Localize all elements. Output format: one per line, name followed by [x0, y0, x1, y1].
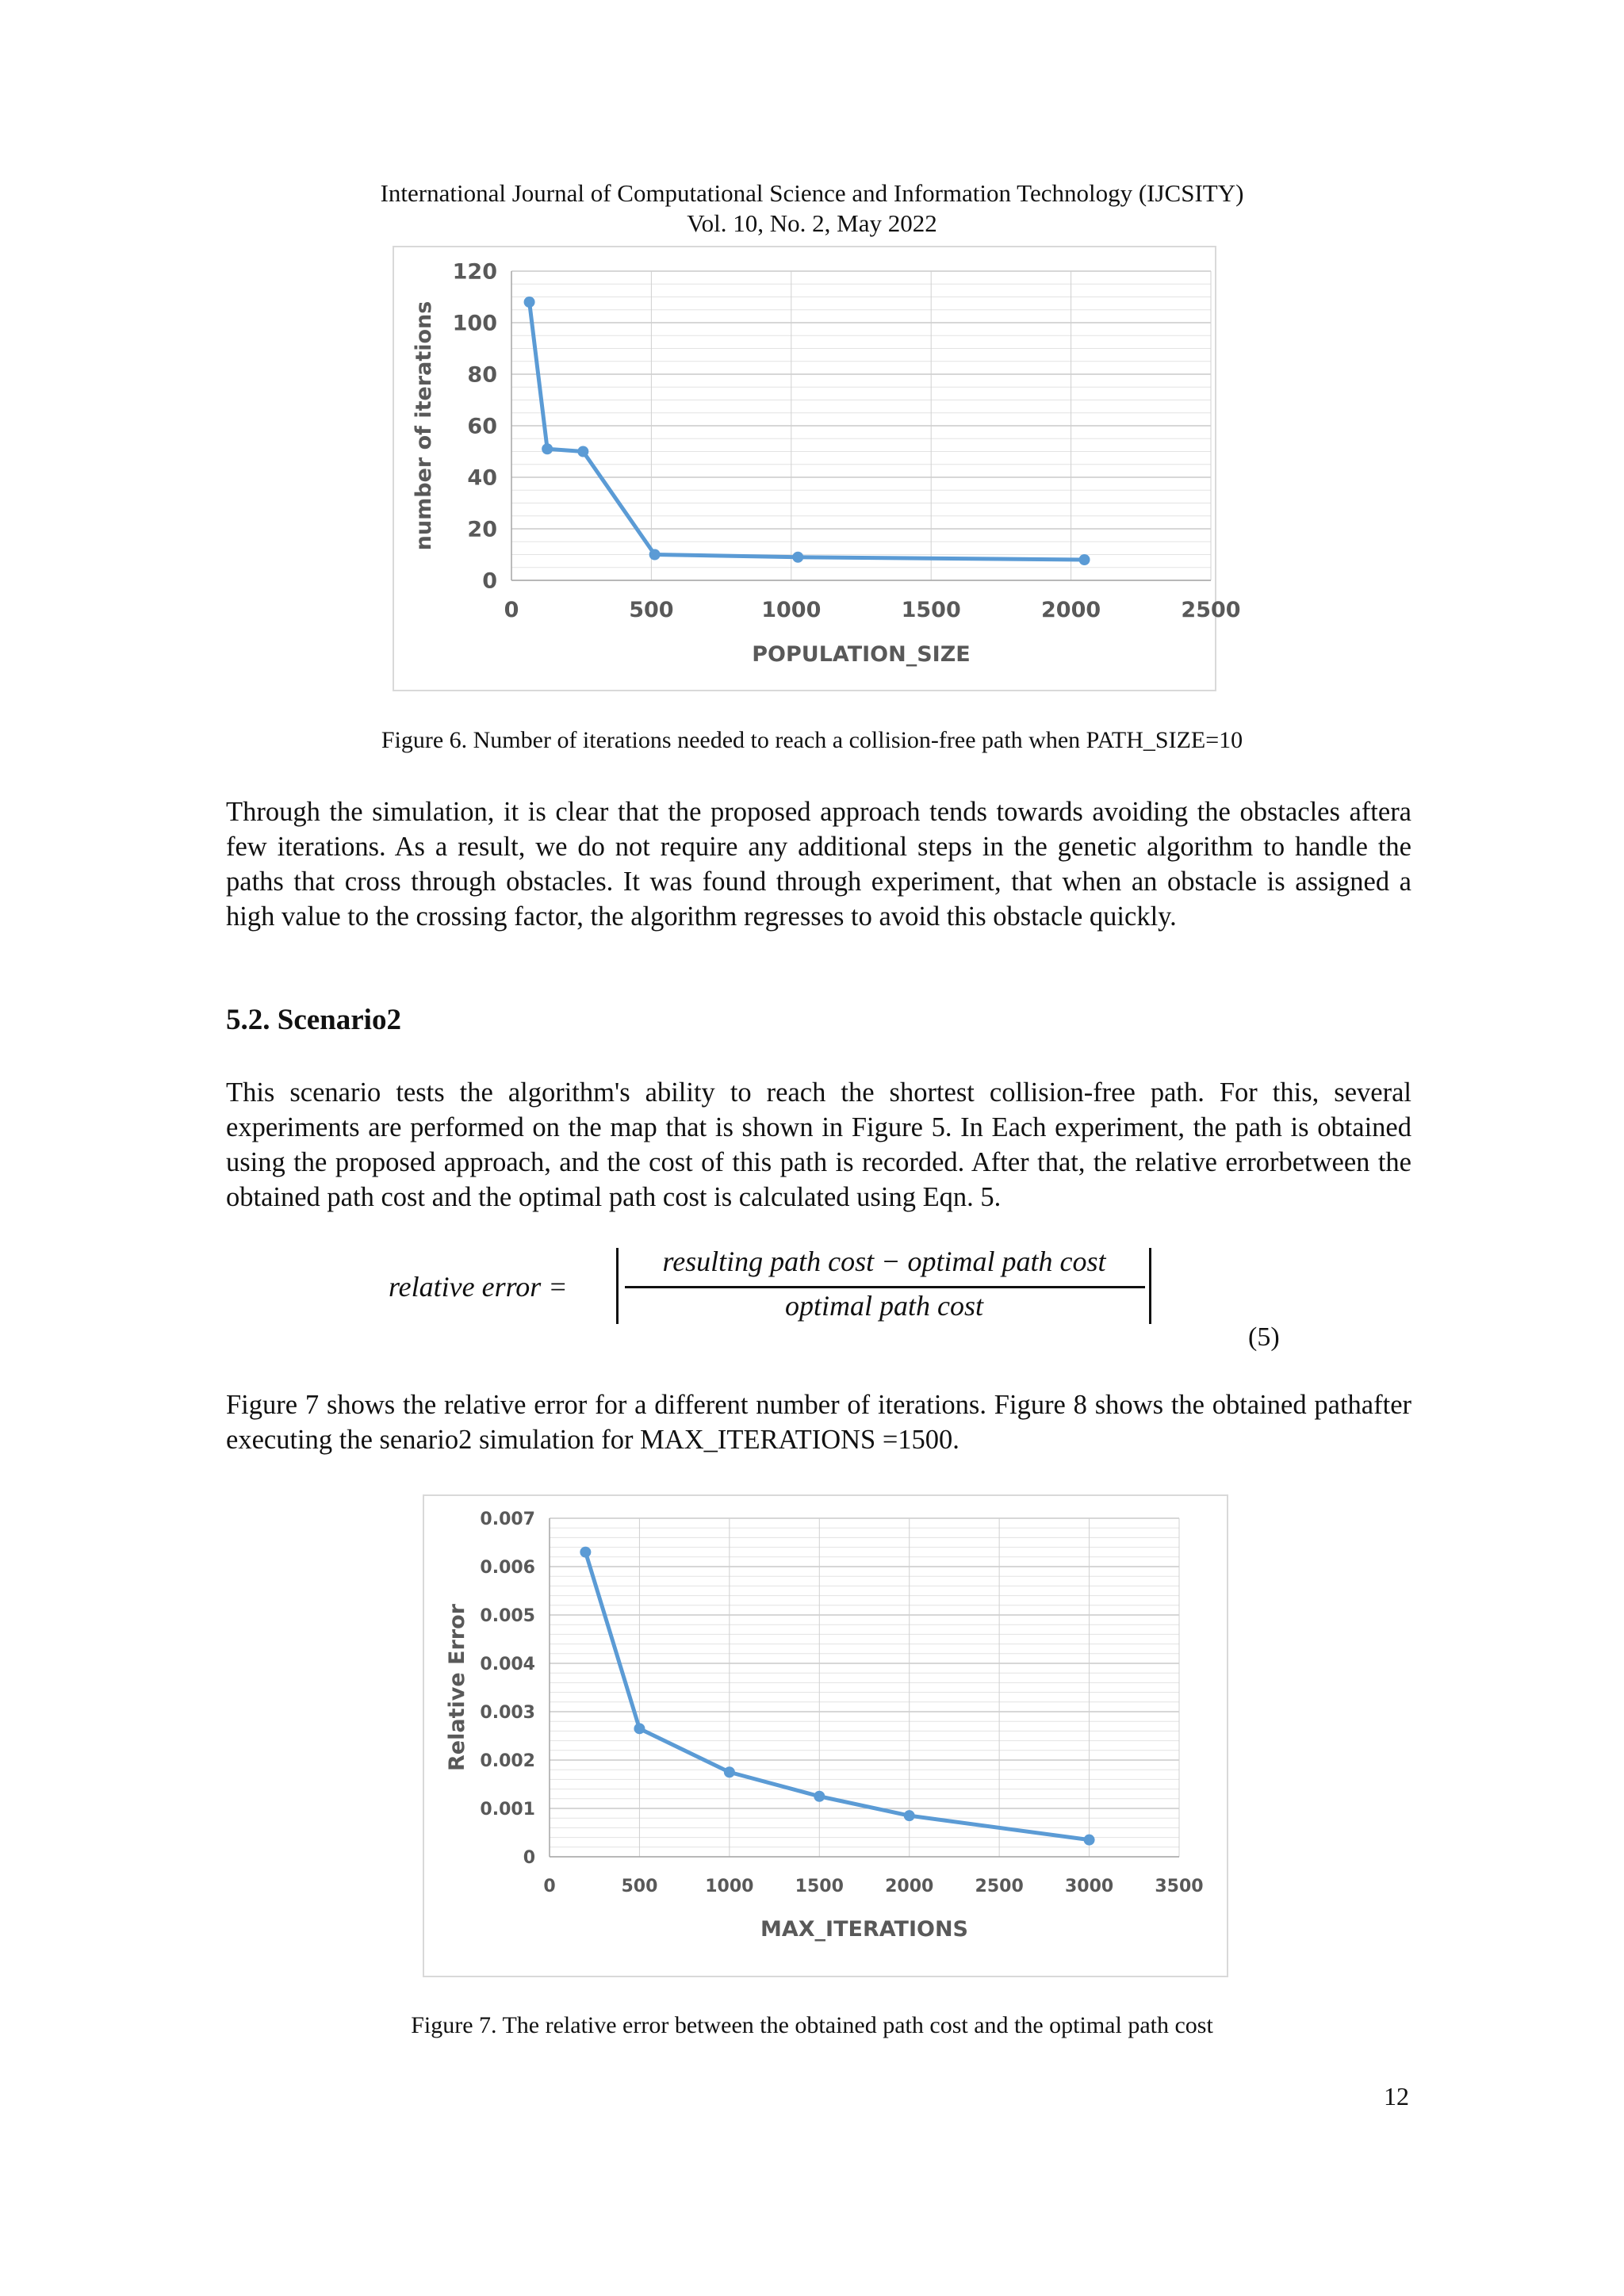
- journal-title: International Journal of Computational Science and Information Technology (IJCSITY): [380, 179, 1244, 207]
- y-tick-label: 0.006: [480, 1557, 535, 1578]
- x-tick-label: 2500: [1181, 598, 1241, 622]
- x-tick-label: 3000: [1064, 1877, 1114, 1896]
- series-line: [530, 302, 1085, 560]
- x-tick-label: 3500: [1155, 1877, 1204, 1896]
- y-tick-label: 0.005: [480, 1605, 535, 1626]
- x-axis-title: POPULATION_SIZE: [752, 642, 971, 667]
- data-point: [524, 297, 535, 308]
- paragraph-2: This scenario tests the algorithm's ability to reach the shortest collision-free path. For this, several experiments are performed on the map that is shown in Figure 5. In Each experiment, the path is obtained using the proposed approach, and the cost of this path is recorded. After that, the relative errorbetween the obtained path cost and the optimal path cost is calculated using Eqn. 5.: [226, 1077, 1411, 1212]
- y-tick-label: 80: [467, 362, 497, 388]
- y-tick-label: 40: [467, 465, 497, 491]
- fraction-line: [625, 1286, 1145, 1288]
- figure-6-chart: [394, 247, 1241, 690]
- section-heading: 5.2. Scenario2: [226, 1004, 401, 1036]
- equation-number: (5): [1248, 1322, 1280, 1352]
- x-tick-label: 500: [629, 598, 674, 622]
- y-tick-label: 20: [467, 517, 497, 542]
- x-tick-label: 0: [543, 1877, 556, 1896]
- x-tick-label: 2000: [1041, 598, 1101, 622]
- journal-header: [0, 178, 1624, 239]
- data-point: [814, 1791, 825, 1802]
- data-point: [542, 443, 553, 454]
- equation-numerator: resulting path cost − optimal path cost: [662, 1246, 1106, 1277]
- y-tick-label: 60: [467, 414, 497, 439]
- data-point: [634, 1723, 645, 1734]
- x-tick-label: 2000: [885, 1877, 934, 1896]
- y-tick-label: 0.007: [480, 1509, 535, 1529]
- data-point: [580, 1547, 591, 1558]
- data-point: [577, 446, 588, 457]
- x-tick-label: 2500: [975, 1877, 1024, 1896]
- figure-6-caption: Figure 6. Number of iterations needed to reach a collision-free path when PATH_SIZE=10: [381, 727, 1243, 753]
- data-point: [904, 1810, 915, 1821]
- x-tick-label: 1000: [761, 598, 822, 622]
- y-axis-title: number of iterations: [412, 300, 436, 551]
- x-tick-label: 0: [504, 598, 519, 622]
- equation-5: [0, 1245, 1624, 1352]
- abs-bar-left: [616, 1248, 619, 1324]
- data-point: [649, 549, 661, 561]
- y-tick-label: 0.004: [480, 1654, 535, 1674]
- equation-lhs: relative error =: [389, 1271, 568, 1303]
- y-tick-label: 120: [452, 259, 497, 285]
- paragraph-1: Through the simulation, it is clear that the proposed approach tends towards avoiding the obstacles aftera few iterations. As a result, we do not require any additional steps in the genetic algorithm to handle the paths that cross through obstacles. It was found through experiment, that when an obstacle is assigned a high value to the crossing factor, the algorithm regresses to avoid this obstacle quickly.: [226, 797, 1411, 932]
- figure-6: [393, 246, 1241, 691]
- paragraph-3: Figure 7 shows the relative error for a different number of iterations. Figure 8 shows the obtained pathafter executing the senario2 simulation for MAX_ITERATIONS =1500.: [226, 1390, 1411, 1455]
- abs-bar-right: [1149, 1248, 1151, 1324]
- page-number: 12: [1384, 2082, 1409, 2110]
- data-point: [792, 552, 803, 563]
- y-tick-label: 0: [482, 568, 497, 594]
- x-tick-label: 500: [621, 1877, 658, 1896]
- x-tick-label: 1500: [795, 1877, 844, 1896]
- figure-7: [423, 1494, 1228, 1977]
- y-tick-label: 0.001: [480, 1799, 535, 1820]
- x-tick-label: 1500: [901, 598, 961, 622]
- y-tick-label: 0.002: [480, 1751, 535, 1771]
- y-tick-label: 0.003: [480, 1702, 535, 1723]
- data-point: [1084, 1835, 1095, 1846]
- data-point: [724, 1766, 735, 1777]
- equation-denominator: optimal path cost: [785, 1290, 983, 1322]
- x-tick-label: 1000: [705, 1877, 754, 1896]
- data-point: [1079, 554, 1090, 565]
- y-axis-title: Relative Error: [445, 1604, 469, 1771]
- figure-7-caption: Figure 7. The relative error between the obtained path cost and the optimal path cost: [411, 2012, 1213, 2038]
- y-tick-label: 100: [452, 311, 497, 336]
- journal-volume: Vol. 10, No. 2, May 2022: [687, 209, 937, 237]
- y-tick-label: 0: [523, 1847, 535, 1868]
- figure-7-chart: [424, 1496, 1227, 1976]
- x-axis-title: MAX_ITERATIONS: [760, 1917, 969, 1942]
